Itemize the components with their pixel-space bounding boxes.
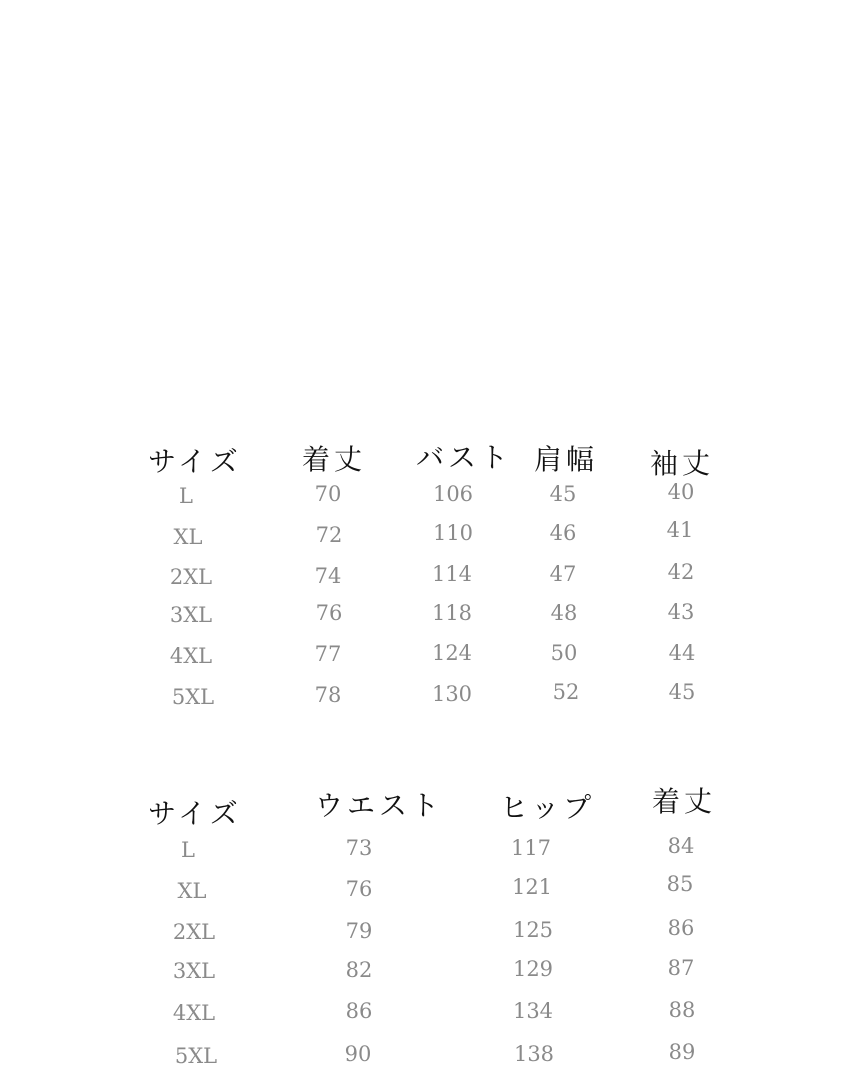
header-hip: ヒップ: [500, 791, 596, 824]
table-cell: 76: [315, 601, 343, 625]
header-size: サイズ: [148, 797, 242, 830]
table-cell: 125: [512, 918, 554, 942]
table-cell: 45: [668, 680, 696, 704]
table-cell: 86: [345, 999, 373, 1023]
header-sleeve: 袖丈: [650, 447, 715, 480]
table-cell: 73: [345, 836, 373, 860]
table-cell: 89: [668, 1040, 696, 1064]
table-cell: 82: [345, 958, 373, 982]
table-cell: L: [179, 484, 193, 508]
table-cell: 45: [549, 482, 577, 506]
table-cell: 48: [550, 601, 578, 625]
table-cell: 3XL: [169, 603, 213, 627]
table-cell: 121: [511, 875, 553, 899]
table-cell: 79: [345, 919, 373, 943]
table-cell: XL: [177, 879, 207, 903]
table-cell: 40: [667, 480, 695, 504]
table-cell: 70: [314, 482, 342, 506]
table-cell: 138: [513, 1042, 555, 1066]
table-cell: 88: [668, 998, 696, 1022]
table-cell: 90: [344, 1042, 372, 1066]
table-cell: 2XL: [172, 920, 216, 944]
table-cell: 4XL: [172, 1001, 216, 1025]
table-cell: 77: [314, 642, 342, 666]
table-cell: 86: [667, 916, 695, 940]
table-cell: 2XL: [169, 565, 213, 589]
header-length: 着丈: [652, 785, 717, 818]
table-cell: 41: [666, 518, 694, 542]
table-cell: 47: [549, 562, 577, 586]
table-cell: 134: [512, 999, 554, 1023]
table-cell: 74: [314, 564, 342, 588]
table-cell: 117: [510, 836, 552, 860]
table-cell: 130: [431, 682, 473, 706]
header-shoulder: 肩幅: [534, 443, 599, 476]
table-cell: 106: [432, 482, 474, 506]
table-cell: 114: [431, 562, 473, 586]
size-table-bottom: [0, 778, 860, 1078]
table-cell: 4XL: [169, 644, 213, 668]
table-cell: 85: [666, 872, 694, 896]
table-cell: 110: [432, 521, 474, 545]
table-cell: XL: [173, 525, 203, 549]
size-table-top: [0, 430, 860, 720]
table-cell: 72: [315, 523, 343, 547]
header-length: 着丈: [302, 443, 367, 476]
table-cell: 3XL: [172, 959, 216, 983]
table-cell: 44: [668, 641, 696, 665]
header-waist: ウエスト: [315, 789, 444, 822]
table-cell: 87: [667, 956, 695, 980]
table-cell: L: [181, 838, 195, 862]
table-cell: 129: [512, 957, 554, 981]
table-cell: 46: [549, 521, 577, 545]
header-size: サイズ: [148, 445, 242, 478]
table-cell: 43: [667, 600, 695, 624]
table-cell: 5XL: [171, 685, 215, 709]
table-cell: 118: [431, 601, 473, 625]
table-cell: 42: [667, 560, 695, 584]
table-cell: 50: [550, 641, 578, 665]
table-cell: 5XL: [174, 1044, 218, 1068]
table-cell: 76: [345, 877, 373, 901]
header-bust: バスト: [416, 441, 513, 474]
table-cell: 52: [552, 680, 580, 704]
table-cell: 84: [667, 834, 695, 858]
table-cell: 124: [431, 641, 473, 665]
table-cell: 78: [314, 683, 342, 707]
